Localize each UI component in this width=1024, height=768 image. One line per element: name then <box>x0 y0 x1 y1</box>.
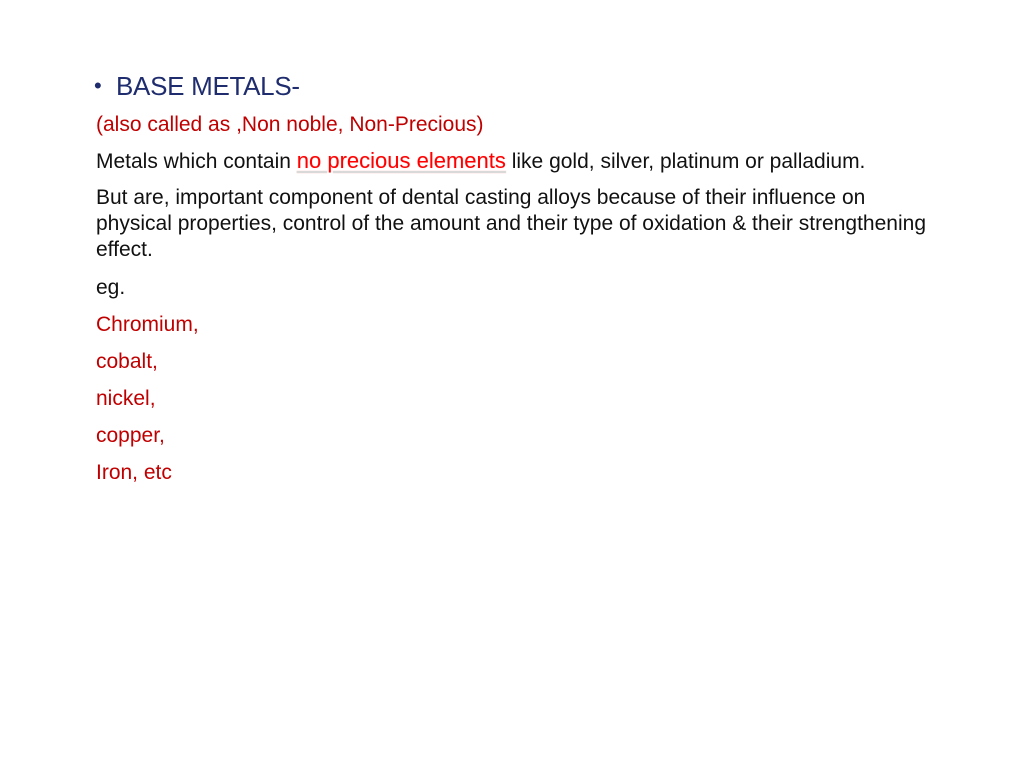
definition-text-after: like gold, silver, platinum or palladium. <box>505 150 866 173</box>
list-item: Chromium, <box>96 313 199 336</box>
slide-content <box>96 68 936 486</box>
list-item: Iron, etc <box>96 461 172 484</box>
highlighted-term: no precious elements <box>296 148 506 173</box>
metal-list <box>96 312 936 486</box>
slide-title: BASE METALS- <box>116 71 300 101</box>
subtitle: (also called as ,Non noble, Non-Precious) <box>96 113 484 136</box>
list-item: cobalt, <box>96 350 158 373</box>
bullet-icon: • <box>94 73 102 98</box>
list-item: nickel, <box>96 387 156 410</box>
example-label: eg. <box>96 276 126 299</box>
explanation-paragraph: But are, important component of dental casting alloys because of their influence on physical properties, control of the amount and their type of oxidation & their strengthening effect. <box>96 186 926 261</box>
definition-text-before: Metals which contain <box>96 150 297 173</box>
list-item: copper, <box>96 424 165 447</box>
title-row <box>96 68 936 106</box>
definition-paragraph <box>96 148 936 175</box>
